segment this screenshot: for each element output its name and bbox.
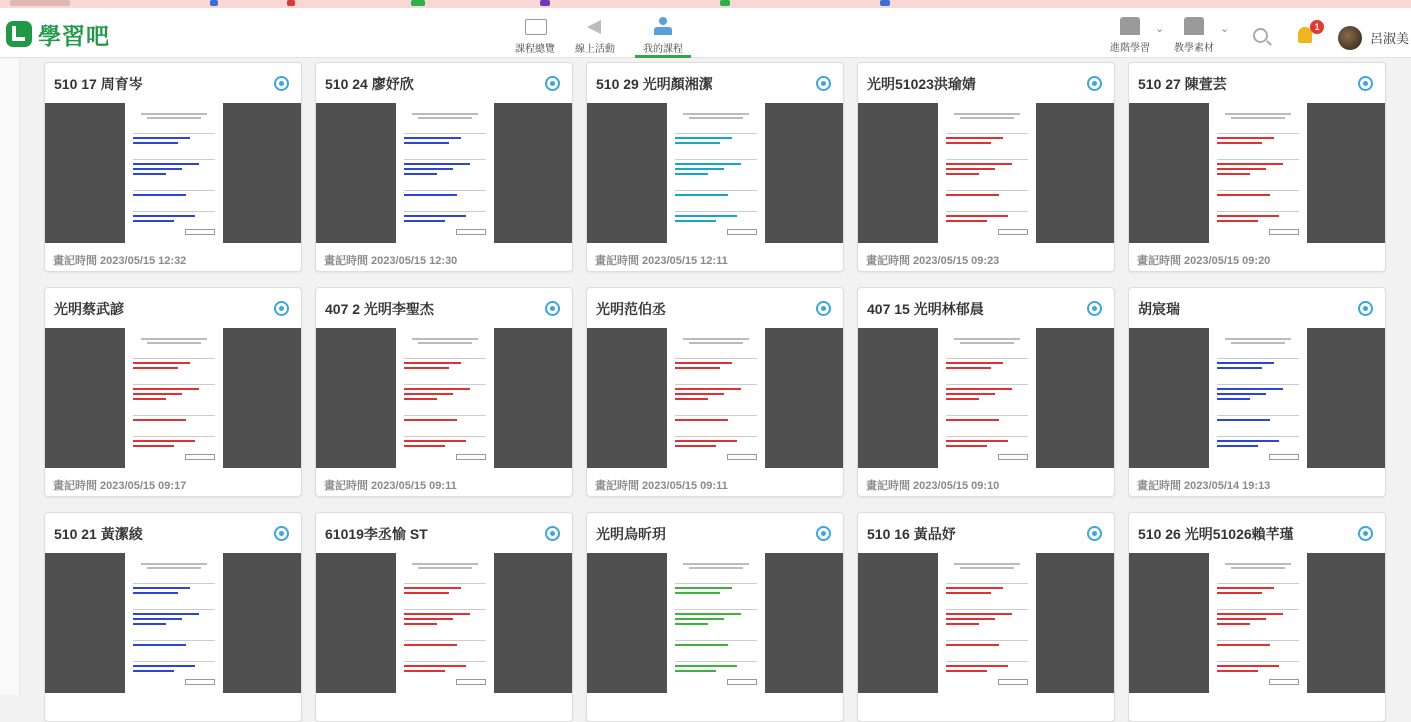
worksheet-thumbnail[interactable]	[316, 328, 573, 468]
app-logo[interactable]	[6, 21, 110, 47]
worksheet-page	[125, 103, 223, 243]
student-name: 光明51023洪瑜婧	[867, 76, 976, 92]
annotation-time: 畫記時間 2023/05/15 12:32	[53, 255, 187, 267]
select-radio-icon[interactable]	[1358, 76, 1373, 91]
annotation-time: 畫記時間 2023/05/15 09:10	[866, 480, 1000, 492]
worksheet-page	[938, 553, 1036, 693]
student-name: 光明烏昕玥	[596, 526, 666, 542]
advanced-learning-label: 進階學習	[1110, 43, 1150, 54]
annotation-time: 畫記時間 2023/05/15 09:11	[595, 480, 728, 492]
select-radio-icon[interactable]	[274, 76, 289, 91]
submission-card[interactable]	[1128, 287, 1386, 497]
select-radio-icon[interactable]	[1087, 301, 1102, 316]
search-icon[interactable]	[1253, 28, 1268, 43]
worksheet-thumbnail[interactable]	[1129, 553, 1386, 693]
submission-card[interactable]	[315, 287, 573, 497]
annotation-time: 畫記時間 2023/05/15 09:17	[53, 480, 187, 492]
worksheet-page	[667, 328, 765, 468]
submission-card[interactable]	[1128, 62, 1386, 272]
school-icon	[1120, 17, 1140, 35]
logo-icon	[6, 21, 32, 47]
submission-card[interactable]	[1128, 512, 1386, 722]
worksheet-thumbnail[interactable]	[587, 328, 844, 468]
student-name: 胡宸瑞	[1138, 301, 1180, 317]
tab-my-courses[interactable]	[633, 14, 693, 58]
select-radio-icon[interactable]	[1358, 526, 1373, 541]
student-name: 510 17 周育岑	[54, 76, 143, 92]
annotation-time: 畫記時間 2023/05/14 19:13	[1137, 480, 1271, 492]
tab-online-activities[interactable]	[565, 14, 625, 58]
worksheet-page	[938, 103, 1036, 243]
worksheet-page	[396, 328, 494, 468]
student-name: 510 21 黃潔綾	[54, 526, 143, 542]
worksheet-thumbnail[interactable]	[45, 103, 302, 243]
chevron-down-icon[interactable]: ⌄	[1220, 23, 1230, 35]
books-icon	[1184, 17, 1204, 35]
student-name: 61019李丞愉 ST	[325, 526, 428, 542]
worksheet-page	[1209, 103, 1307, 243]
top-navigation-bar	[0, 8, 1411, 58]
worksheet-page	[1209, 328, 1307, 468]
tab-label: 線上活動	[575, 44, 615, 55]
worksheet-thumbnail[interactable]	[316, 103, 573, 243]
select-radio-icon[interactable]	[816, 526, 831, 541]
worksheet-thumbnail[interactable]	[858, 328, 1115, 468]
submission-card[interactable]	[315, 62, 573, 272]
student-name: 510 24 廖妤欣	[325, 76, 414, 92]
annotation-time: 畫記時間 2023/05/15 12:30	[324, 255, 458, 267]
worksheet-thumbnail[interactable]	[587, 553, 844, 693]
annotation-time: 畫記時間 2023/05/15 09:11	[324, 480, 457, 492]
worksheet-page	[938, 328, 1036, 468]
worksheet-thumbnail[interactable]	[45, 553, 302, 693]
annotation-time: 畫記時間 2023/05/15 12:11	[595, 255, 728, 267]
tab-label: 課程總覽	[515, 44, 555, 55]
megaphone-icon	[582, 16, 608, 36]
student-name: 407 15 光明林郁晨	[867, 301, 984, 317]
teaching-materials-menu[interactable]	[1172, 14, 1216, 58]
submission-card[interactable]	[586, 62, 844, 272]
submission-card[interactable]	[857, 287, 1115, 497]
select-radio-icon[interactable]	[545, 526, 560, 541]
annotation-time: 畫記時間 2023/05/15 09:23	[866, 255, 1000, 267]
worksheet-page	[1209, 553, 1307, 693]
student-name: 510 16 黃品妤	[867, 526, 956, 542]
student-name: 510 26 光明51026賴芊瑾	[1138, 526, 1294, 542]
student-name: 510 27 陳萱芸	[1138, 76, 1227, 92]
worksheet-page	[667, 103, 765, 243]
worksheet-thumbnail[interactable]	[858, 553, 1115, 693]
submission-card[interactable]	[44, 512, 302, 722]
worksheet-page	[667, 553, 765, 693]
worksheet-page	[125, 328, 223, 468]
select-radio-icon[interactable]	[274, 526, 289, 541]
select-radio-icon[interactable]	[274, 301, 289, 316]
worksheet-thumbnail[interactable]	[587, 103, 844, 243]
left-side-strip	[0, 59, 20, 695]
submission-card[interactable]	[857, 512, 1115, 722]
select-radio-icon[interactable]	[1087, 76, 1102, 91]
select-radio-icon[interactable]	[545, 301, 560, 316]
submission-card[interactable]	[586, 287, 844, 497]
worksheet-thumbnail[interactable]	[1129, 103, 1386, 243]
submission-card[interactable]	[857, 62, 1115, 272]
worksheet-thumbnail[interactable]	[1129, 328, 1386, 468]
submission-card[interactable]	[586, 512, 844, 722]
student-name: 光明范伯丞	[596, 301, 666, 317]
tab-course-overview[interactable]	[505, 14, 565, 58]
annotation-time: 畫記時間 2023/05/15 09:20	[1137, 255, 1271, 267]
worksheet-thumbnail[interactable]	[858, 103, 1115, 243]
submission-card[interactable]	[44, 287, 302, 497]
logo-text: 學習吧	[38, 22, 110, 49]
worksheet-page	[125, 553, 223, 693]
avatar[interactable]	[1338, 26, 1362, 50]
select-radio-icon[interactable]	[816, 301, 831, 316]
student-name: 407 2 光明李聖杰	[325, 301, 434, 317]
chevron-down-icon[interactable]: ⌄	[1155, 23, 1165, 35]
book-icon	[522, 16, 548, 36]
submission-card[interactable]	[44, 62, 302, 272]
select-radio-icon[interactable]	[1087, 526, 1102, 541]
select-radio-icon[interactable]	[1358, 301, 1373, 316]
notification-badge: 1	[1310, 20, 1324, 34]
worksheet-thumbnail[interactable]	[316, 553, 573, 693]
worksheet-page	[396, 553, 494, 693]
student-name: 光明蔡武諺	[54, 301, 124, 317]
user-name[interactable]: 呂淑美	[1370, 31, 1410, 46]
student-name: 510 29 光明顏湘潔	[596, 76, 713, 92]
select-radio-icon[interactable]	[816, 76, 831, 91]
worksheet-thumbnail[interactable]	[45, 328, 302, 468]
tab-label: 我的課程	[643, 44, 683, 55]
person-desk-icon	[650, 16, 676, 36]
select-radio-icon[interactable]	[545, 76, 560, 91]
submission-card[interactable]	[315, 512, 573, 722]
browser-bookmarks-bar	[0, 0, 1411, 8]
advanced-learning-menu[interactable]	[1108, 14, 1152, 58]
teaching-materials-label: 教學素材	[1174, 43, 1214, 54]
worksheet-page	[396, 103, 494, 243]
